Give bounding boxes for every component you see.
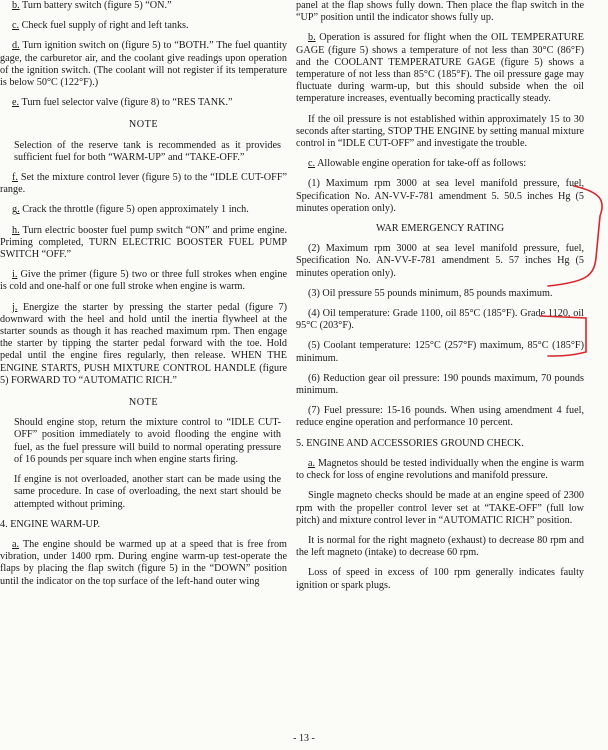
list-item: (6) Reduction gear oil pressure: 190 pounds maximum, 70 pounds minimum.: [296, 372, 584, 397]
left-column: [0, 0, 287, 730]
magneto-check-paragraph: Single magneto checks should be made at an engine speed of 2300 rpm with the propeller control lever set at “TAKE-OFF” (full low pitch) and mixture control lever in “AUTOMATIC RICH” position.: [296, 490, 584, 526]
note-body: Should engine stop, return the mixture control to “IDLE CUT-OFF” position immediately to avoid flooding the engine with fuel, as the fuel pressure will build to normal operating pressure of 16 pounds per square inch when engine starts firing.: [14, 417, 281, 465]
list-item: (3) Oil pressure 55 pounds minimum, 85 pounds maximum.: [308, 287, 553, 299]
oil-pressure-paragraph: If the oil pressure is not established within approximately 15 to 30 seconds after starting, STOP THE ENGINE by setting manual mixture control in “IDLE CUT-OFF” and investigate the trouble.: [296, 113, 584, 150]
step-b: b. Operation is assured for flight when the OIL TEMPERATURE GAGE (figure 5) shows a temperature of not less than 30°C (86°F) and the COOLANT TEMPERATURE GAGE (figure 5) shows a temperature of not less than 85°C (185°F). The oil pressure gage may fluctuate during warm-up, but this should subside when the oil temperature increases, eventually becoming practically steady.: [296, 32, 584, 105]
step-g: g. Crack the throttle (figure 5) open approximately 1 inch.: [12, 204, 249, 216]
step-c: c. Check fuel supply of right and left tanks.: [12, 20, 189, 32]
step-a: a. Magnetos should be tested individually when the engine is warm to check for loss of engine revolutions and manifold pressure.: [296, 457, 584, 482]
note-body: If engine is not overloaded, another start can be made using the same procedure. In case of overloading, the next start should be attempted without priming.: [14, 474, 281, 510]
continued-paragraph: panel at the flap shows fully down. Then place the flap switch in the “UP” position until the indicator shows fully up.: [296, 0, 584, 24]
list-item: (2) Maximum rpm 3000 at sea level manifold pressure, fuel, Specification No. AN-VV-F-781 amendment 5. 57 inches Hg (5 minutes operation only).: [296, 243, 584, 279]
step-f: f. Set the mixture control lever (figure 5) to the “IDLE CUT-OFF” range.: [0, 172, 287, 196]
magneto-normal-paragraph: It is normal for the right magneto (exhaust) to decrease 80 rpm and the left magneto (intake) to decrease 60 rpm.: [296, 535, 584, 559]
speed-loss-paragraph: Loss of speed in excess of 100 rpm generally indicates faulty ignition or spark plugs.: [296, 567, 584, 591]
list-item: (7) Fuel pressure: 15-16 pounds. When using amendment 4 fuel, reduce engine operation and performance 10 percent.: [296, 405, 584, 429]
list-item: (4) Oil temperature: Grade 1100, oil 85°C (185°F). Grade 1120, oil 95°C (203°F).: [296, 308, 584, 332]
step-i: i. Give the primer (figure 5) two or three full strokes when engine is cold and one-half or one full stroke when engine is warm.: [0, 269, 287, 293]
step-b: b. Turn battery switch (figure 5) “ON.”: [12, 0, 172, 11]
list-item: (1) Maximum rpm 3000 at sea level manifold pressure, fuel, Specification No. AN-VV-F-781 amendment 5. 50.5 inches Hg (5 minutes operation only).: [296, 178, 584, 214]
note-title: NOTE: [128, 119, 159, 131]
page-number: - 13 -: [293, 733, 315, 744]
step-h: h. Turn electric booster fuel pump switch “ON” and prime engine. Priming completed, TURN ELECTRIC BOOSTER FUEL PUMP SWITCH “OFF.”: [0, 224, 287, 261]
war-emergency-title: WAR EMERGENCY RATING: [375, 223, 505, 235]
list-item: (5) Coolant temperature: 125°C (257°F) maximum, 85°C (185°F) minimum.: [296, 340, 584, 364]
step-d: d. Turn ignition switch on (figure 5) to “BOTH.” The fuel quantity gage, the carburetor air, and the coolant give readings upon operation of the ignition switch. (The coolant will not register if its temperature is below 50°C (122°F).): [0, 40, 287, 89]
step-e: e. Turn fuel selector valve (figure 8) to “RES TANK.”: [12, 97, 233, 109]
right-column: [296, 0, 584, 730]
note-body: Selection of the reserve tank is recommended as it provides sufficient fuel for both “WARM-UP” and “TAKE-OFF.”: [14, 139, 281, 163]
step-a: a. The engine should be warmed up at a speed that is free from vibration, under 1400 rpm. During engine warm-up test-operate the flaps by placing the flap switch (figure 5) in the “DOWN” position until the indicator on the top surface of the left-hand outer wing: [0, 538, 287, 587]
step-j: j. Energize the starter by pressing the starter pedal (figure 7) downward with the heel and hold until the inertia flywheel at the starter sounds as though it has reached maximum rpm. Then engage the starter by tipping the starter pedal forward with the toe. Hold pedal until the engine fires regularly, then release. WHEN THE ENGINE STARTS, PUSH MIXTURE CONTROL HANDLE (figure 5) FORWARD TO “AUTOMATIC RICH.”: [0, 301, 287, 386]
step-c: c. Allowable engine operation for take-off as follows:: [308, 158, 527, 170]
note-title: NOTE: [128, 397, 159, 409]
section-heading: 5. ENGINE AND ACCESSORIES GROUND CHECK.: [296, 437, 524, 449]
section-heading: 4. ENGINE WARM-UP.: [0, 518, 100, 530]
